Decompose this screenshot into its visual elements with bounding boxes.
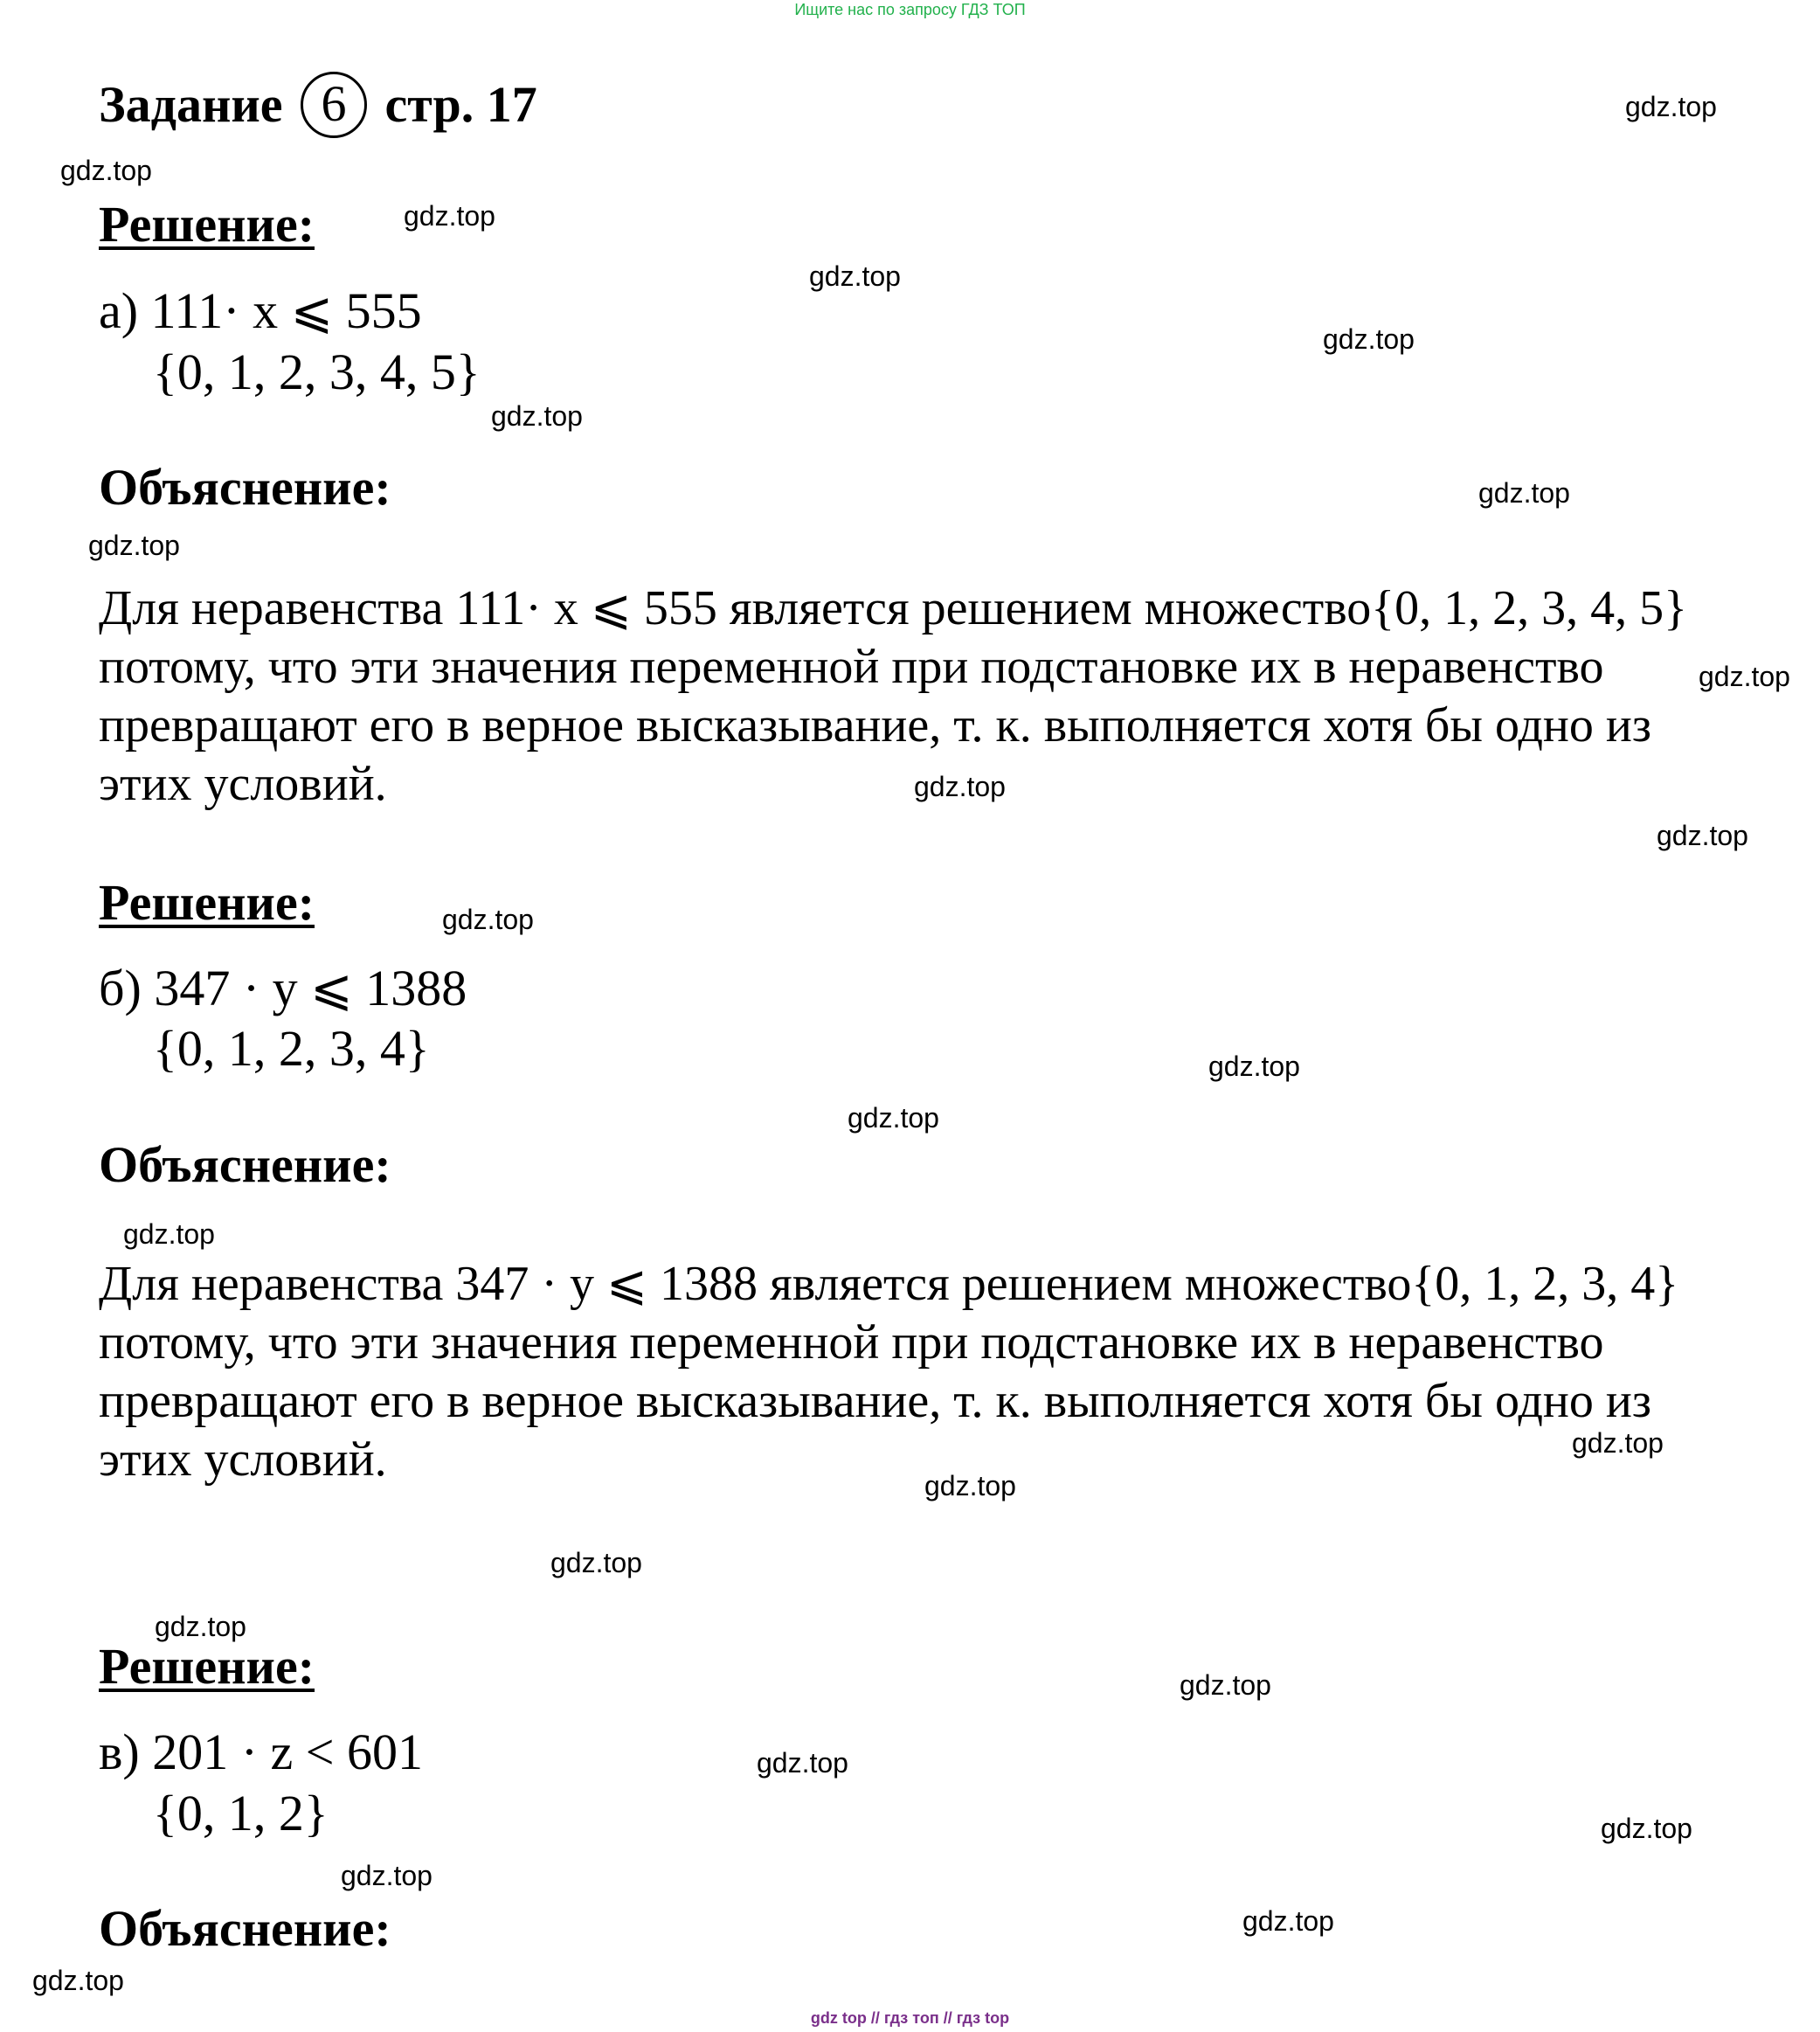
watermark: gdz.top	[1323, 323, 1415, 355]
watermark: gdz.top	[1657, 820, 1748, 851]
solution-line-c-2: {0, 1, 2}	[153, 1785, 329, 1841]
solution-line-b-1: б) 347 · y ⩽ 1388	[99, 960, 467, 1016]
explanation-b-line-3: превращают его в верное высказывание, т. к. выполняется хотя бы одно из	[99, 1374, 1651, 1428]
watermark: gdz.top	[1625, 91, 1717, 122]
title-prefix: Задание	[99, 76, 283, 133]
explanation-text-b	[99, 1255, 1678, 1489]
watermark: gdz.top	[60, 155, 152, 186]
watermark: gdz.top	[1208, 1051, 1300, 1082]
explanation-a-line-4: этих условий.	[99, 757, 387, 811]
watermark: gdz.top	[757, 1747, 848, 1779]
watermark: gdz.top	[550, 1547, 642, 1578]
solution-line-a-2: {0, 1, 2, 3, 4, 5}	[153, 343, 481, 400]
explanation-heading-a: Объяснение:	[99, 459, 391, 516]
explanation-b-line-1: Для неравенства 347 · y ⩽ 1388 является решением множество{0, 1, 2, 3, 4}	[99, 1257, 1679, 1311]
solution-line-b-2: {0, 1, 2, 3, 4}	[153, 1020, 430, 1077]
watermark: gdz.top	[88, 530, 180, 561]
page-title	[99, 70, 537, 143]
explanation-heading-b: Объяснение:	[99, 1136, 391, 1193]
solution-heading-b: Решение:	[99, 874, 315, 931]
explanation-b-line-2: потому, что эти значения переменной при подстановке их в неравенство	[99, 1315, 1604, 1370]
watermark: gdz.top	[914, 771, 1006, 802]
watermark: gdz.top	[491, 400, 583, 432]
solution-heading-c: Решение:	[99, 1638, 315, 1695]
watermark: gdz.top	[32, 1965, 124, 1996]
explanation-text-a	[99, 579, 1687, 814]
watermark: gdz.top	[123, 1218, 215, 1250]
watermark: gdz.top	[1478, 477, 1570, 509]
explanation-heading-c: Объяснение:	[99, 1900, 391, 1957]
title-suffix: стр. 17	[384, 76, 537, 133]
watermark: gdz.top	[442, 904, 534, 935]
solution-heading-a: Решение:	[99, 196, 315, 253]
explanation-b-line-4: этих условий.	[99, 1432, 387, 1487]
explanation-a-line-1: Для неравенства 111· x ⩽ 555 является решением множество{0, 1, 2, 3, 4, 5}	[99, 581, 1688, 635]
watermark: gdz.top	[848, 1102, 939, 1134]
watermark: gdz.top	[341, 1860, 433, 1891]
watermark: gdz.top	[1572, 1427, 1664, 1459]
watermark: gdz.top	[809, 260, 901, 292]
solution-line-c-1: в) 201 · z < 601	[99, 1723, 423, 1780]
watermark: gdz.top	[924, 1470, 1016, 1501]
watermark: gdz.top	[155, 1611, 246, 1642]
watermark: gdz.top	[404, 200, 495, 232]
watermark: gdz.top	[1601, 1813, 1692, 1844]
top-banner: Ищите нас по запросу ГДЗ ТОП	[794, 1, 1026, 18]
solution-line-a-1: а) 111· x ⩽ 555	[99, 282, 422, 339]
watermark: gdz.top	[1180, 1669, 1271, 1701]
watermark: gdz.top	[1242, 1905, 1334, 1937]
explanation-a-line-2: потому, что эти значения переменной при подстановке их в неравенство	[99, 640, 1604, 694]
watermark: gdz.top	[1699, 661, 1790, 692]
task-number-circle: 6	[301, 72, 367, 138]
explanation-a-line-3: превращают его в верное высказывание, т. к. выполняется хотя бы одно из	[99, 698, 1651, 752]
footer-watermark: gdz top // гдз топ // гдз top	[810, 2009, 1010, 2027]
